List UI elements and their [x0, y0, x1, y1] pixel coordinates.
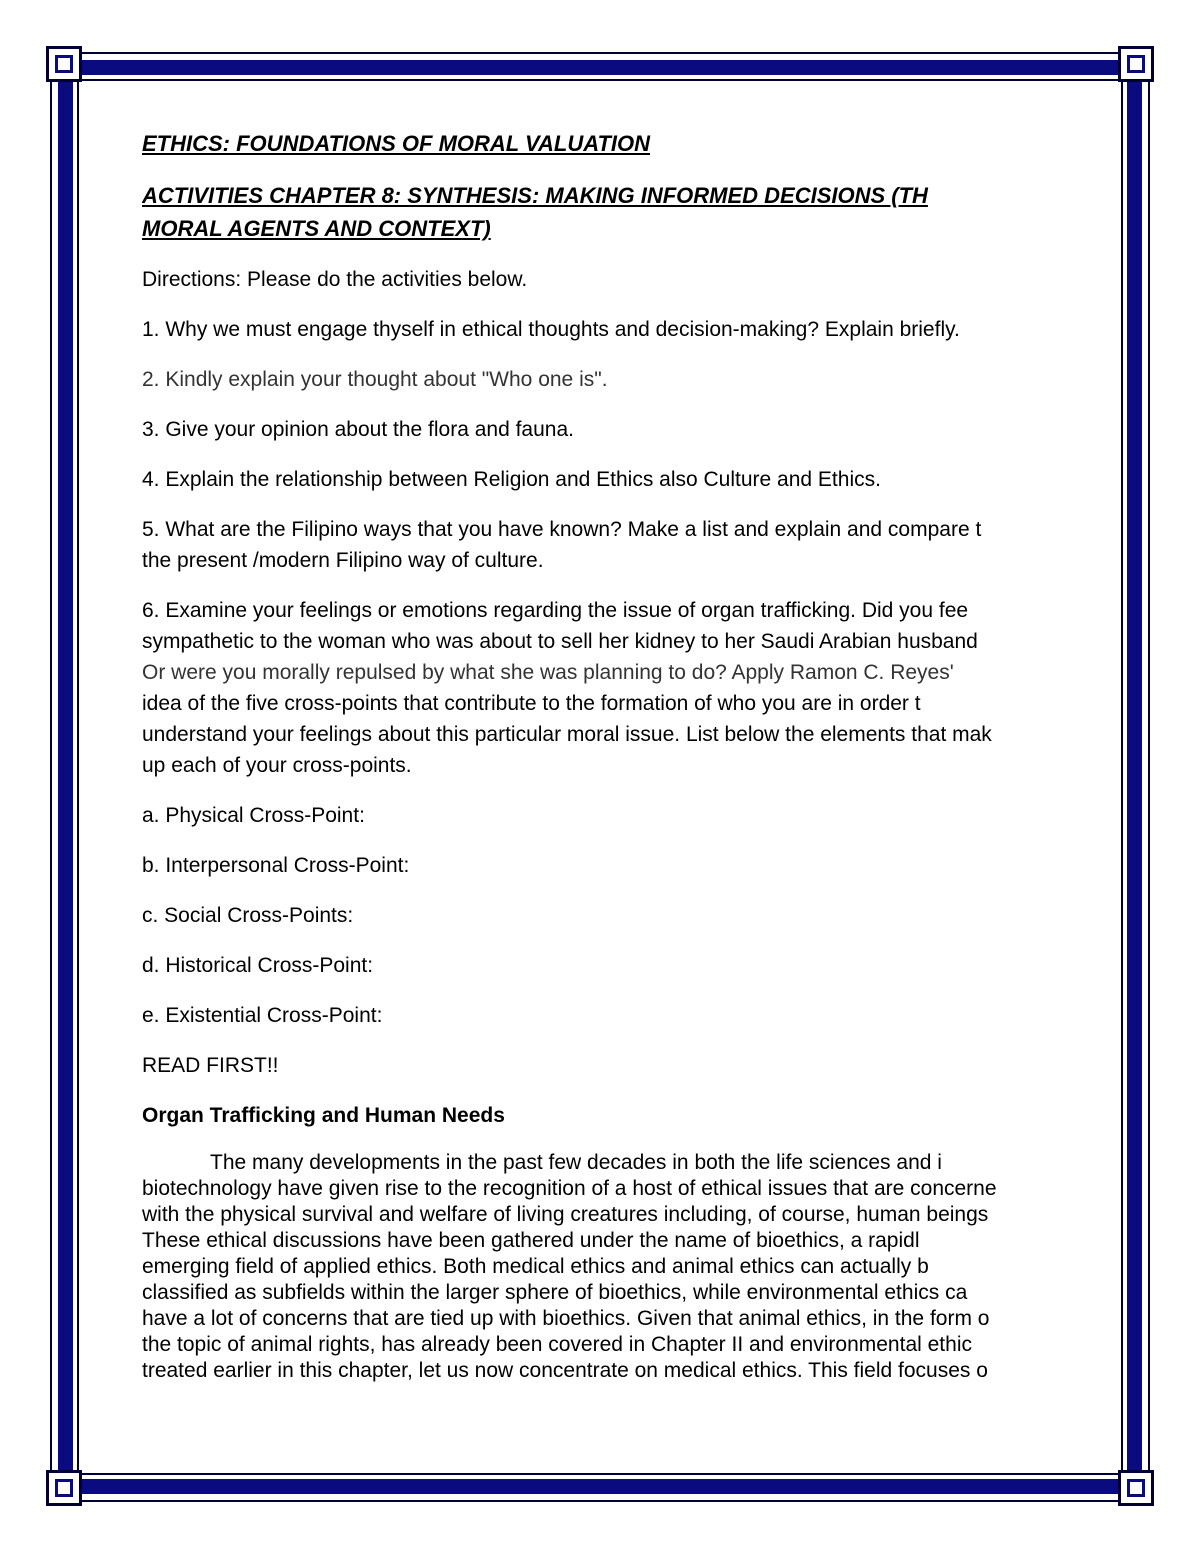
reading-paragraph	[142, 1150, 1105, 1384]
question-5	[142, 514, 1105, 576]
question-4: 4. Explain the relationship between Religion and Ethics also Culture and Ethics.	[142, 468, 881, 491]
question-6-line: up each of your cross-points.	[142, 754, 412, 777]
subtitle-line: ACTIVITIES CHAPTER 8: SYNTHESIS: MAKING INFORMED DECISIONS (TH	[142, 183, 928, 208]
activity-subtitle	[142, 179, 1105, 245]
paragraph-line: The many developments in the past few decades in both the life sciences and i	[210, 1151, 942, 1174]
corner-ornament-top-right	[1118, 46, 1154, 82]
question-5-line: the present /modern Filipino way of culture.	[142, 549, 544, 572]
subtitle-line: MORAL AGENTS AND CONTEXT)	[142, 216, 491, 241]
document-body	[142, 128, 1105, 1428]
question-2: 2. Kindly explain your thought about "Who one is".	[142, 368, 608, 391]
corner-ornament-bottom-left	[46, 1470, 82, 1506]
paragraph-line: classified as subfields within the larger sphere of bioethics, while environmental ethics ca	[142, 1281, 968, 1304]
section-heading: Organ Trafficking and Human Needs	[142, 1104, 505, 1127]
question-3: 3. Give your opinion about the flora and fauna.	[142, 418, 574, 441]
cross-point-historical: d. Historical Cross-Point:	[142, 954, 374, 977]
question-6-line: understand your feelings about this particular moral issue. List below the elements that mak	[142, 723, 992, 746]
directions-text: Directions: Please do the activities below.	[142, 268, 528, 291]
cross-point-social: c. Social Cross-Points:	[142, 904, 354, 927]
corner-ornament-bottom-right	[1118, 1470, 1154, 1506]
paragraph-line: emerging field of applied ethics. Both medical ethics and animal ethics can actually b	[142, 1255, 929, 1278]
cross-point-physical: a. Physical Cross-Point:	[142, 804, 365, 827]
document-title: ETHICS: FOUNDATIONS OF MORAL VALUATION	[142, 131, 651, 156]
question-1: 1. Why we must engage thyself in ethical thoughts and decision-making? Explain briefly.	[142, 318, 960, 341]
paragraph-line: the topic of animal rights, has already been covered in Chapter II and environmental ethic	[142, 1333, 972, 1356]
question-6-line: 6. Examine your feelings or emotions regarding the issue of organ trafficking. Did you fee	[142, 599, 969, 622]
cross-point-interpersonal: b. Interpersonal Cross-Point:	[142, 854, 410, 877]
paragraph-line: These ethical discussions have been gathered under the name of bioethics, a rapidl	[142, 1229, 920, 1252]
question-6-line: idea of the five cross-points that contribute to the formation of who you are in order t	[142, 692, 921, 715]
question-6	[142, 595, 1105, 781]
paragraph-line: biotechnology have given rise to the recognition of a host of ethical issues that are concerne	[142, 1177, 997, 1200]
corner-ornament-top-left	[46, 46, 82, 82]
question-6-line: sympathetic to the woman who was about to sell her kidney to her Saudi Arabian husband	[142, 630, 978, 653]
paragraph-line: with the physical survival and welfare of living creatures including, of course, human beings	[142, 1203, 989, 1226]
paragraph-line: have a lot of concerns that are tied up with bioethics. Given that animal ethics, in the form o	[142, 1307, 990, 1330]
question-6-line: Or were you morally repulsed by what she was planning to do? Apply Ramon C. Reyes'	[142, 661, 954, 684]
read-first-note: READ FIRST!!	[142, 1054, 279, 1077]
question-5-line: 5. What are the Filipino ways that you have known? Make a list and explain and compare t	[142, 518, 982, 541]
cross-point-existential: e. Existential Cross-Point:	[142, 1004, 383, 1027]
paragraph-line: treated earlier in this chapter, let us now concentrate on medical ethics. This field focuses o	[142, 1359, 988, 1382]
